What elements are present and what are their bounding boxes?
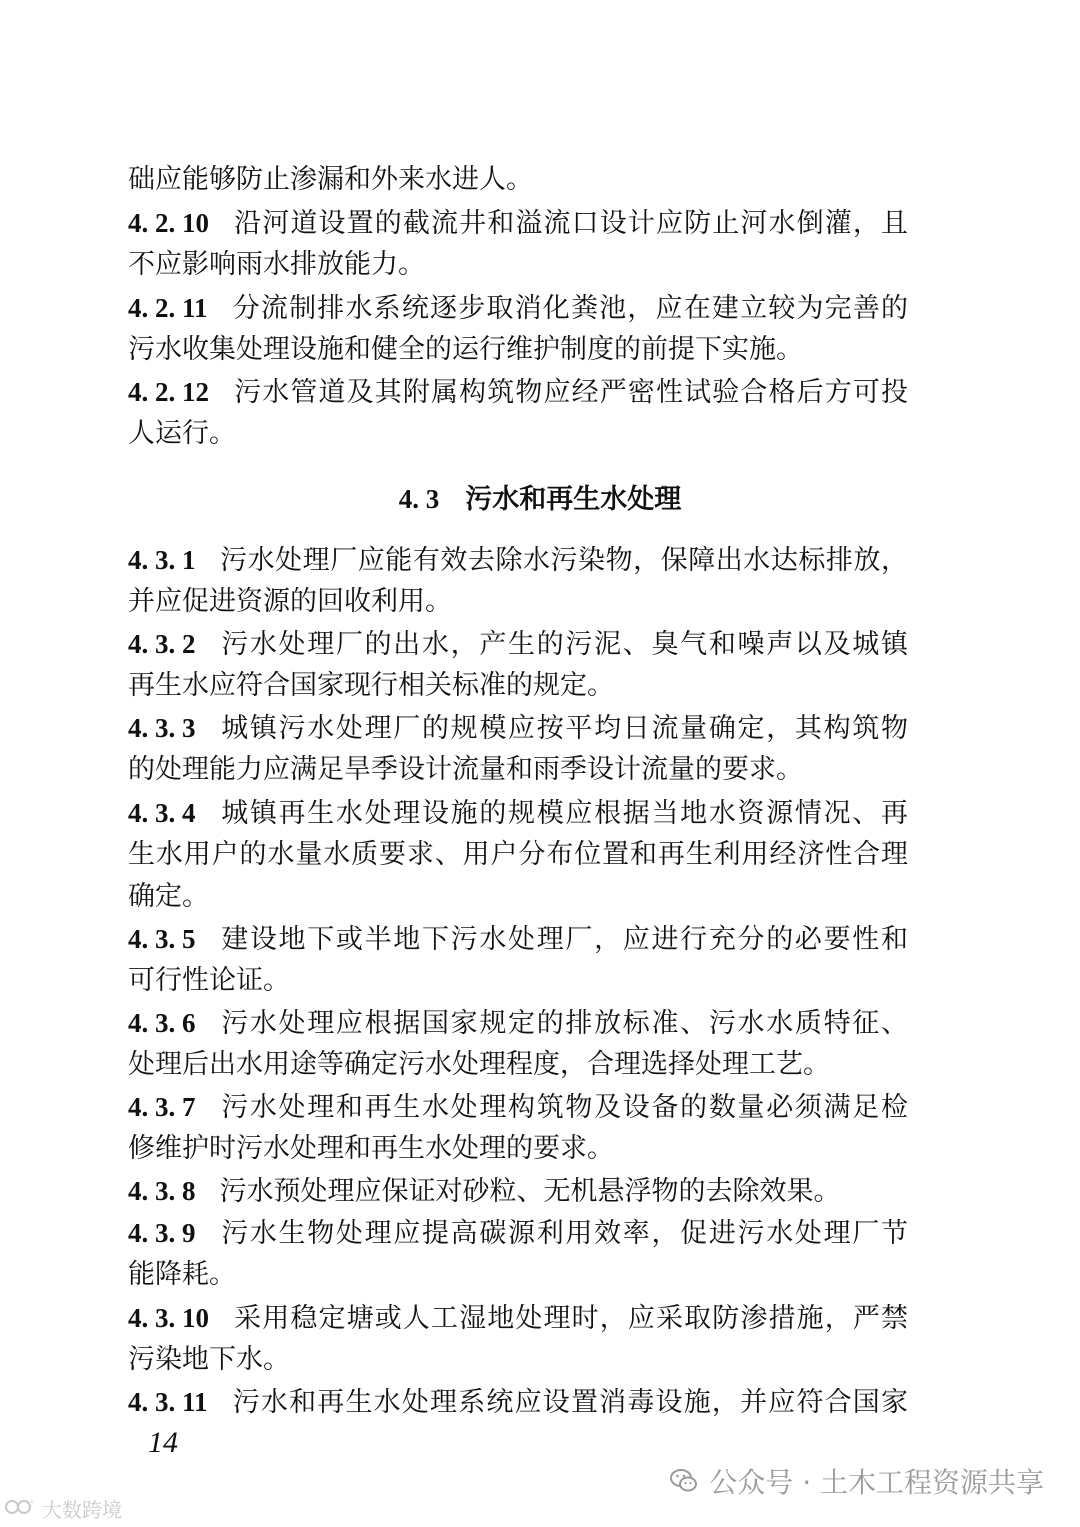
clause-4-3-6: 4. 3. 6 污水处理应根据国家规定的排放标准、污水水质特征、: [128, 1002, 908, 1045]
clause-4-2-12: 4. 2. 12 污水管道及其附属构筑物应经严密性试验合格后方可投: [128, 371, 908, 414]
clause-4-2-10: 4. 2. 10 沿河道设置的截流井和溢流口设计应防止河水倒灌，且: [128, 202, 908, 245]
text-line: 能降耗。: [128, 1259, 236, 1290]
clause-4-3-11: 4. 3. 11 污水和再生水处理系统应设置消毒设施，并应符合国家: [128, 1381, 908, 1424]
text-line: 并应促进资源的回收利用。: [128, 586, 452, 617]
clause-number: 4. 3. 10: [128, 1303, 209, 1333]
clause-number: 4. 3. 9: [128, 1218, 196, 1248]
clause-number: 4. 3. 7: [128, 1092, 196, 1122]
clause-4-3-7: 4. 3. 7 污水处理和再生水处理构筑物及设备的数量必须满足检: [128, 1086, 908, 1129]
text-line: 处理后出水用途等确定污水处理程度，合理选择处理工艺。: [128, 1049, 830, 1080]
svg-text:°: °: [30, 1499, 34, 1508]
watermark-logo-icon: [4, 1497, 38, 1521]
watermark-right: [669, 1461, 1044, 1501]
clause-number: 4. 3. 4: [128, 798, 196, 828]
watermark-left: [4, 1494, 122, 1523]
text-line: 可行性论证。: [128, 965, 290, 996]
clause-number: 4. 3. 11: [128, 1387, 208, 1417]
wechat-icon: [669, 1466, 699, 1496]
text-line: 础应能够防止渗漏和外来水进人。: [128, 164, 533, 195]
clause-4-3-5: 4. 3. 5 建设地下或半地下污水处理厂，应进行充分的必要性和: [128, 918, 908, 961]
text-line: 确定。: [128, 881, 209, 912]
clause-number: 4. 3. 1: [128, 545, 196, 575]
clause-4-2-11: 4. 2. 11 分流制排水系统逐步取消化粪池，应在建立较为完善的: [128, 287, 908, 330]
text-line: 的处理能力应满足旱季设计流量和雨季设计流量的要求。: [128, 754, 803, 785]
clause-number: 4. 3. 8: [128, 1176, 196, 1206]
text-line: 生水用户的水量水质要求、用户分布位置和再生利用经济性合理: [128, 839, 908, 870]
watermark-left-text: 大数跨境: [42, 1498, 122, 1522]
clause-4-3-4: 4. 3. 4 城镇再生水处理设施的规模应根据当地水资源情况、再: [128, 792, 908, 835]
clause-4-3-1: 4. 3. 1 污水处理厂应能有效去除水污染物，保障出水达标排放，: [128, 539, 908, 582]
section-title: 污水和再生水处理: [465, 484, 682, 515]
clause-number: 4. 3. 6: [128, 1008, 196, 1038]
clause-4-3-8: 4. 3. 8 污水预处理应保证对砂粒、无机悬浮物的去除效果。: [128, 1170, 908, 1213]
clause-number: 4. 2. 11: [128, 293, 208, 323]
text-line: 再生水应符合国家现行相关标准的规定。: [128, 670, 614, 701]
section-heading: [0, 478, 1080, 521]
section-number: 4. 3: [398, 484, 440, 514]
clause-number: 4. 2. 10: [128, 208, 209, 238]
text-line: 人运行。: [128, 418, 236, 449]
clause-4-3-9: 4. 3. 9 污水生物处理应提高碳源利用效率，促进污水处理厂节: [128, 1212, 908, 1255]
clause-number: 4. 3. 3: [128, 713, 196, 743]
text-line: 不应影响雨水排放能力。: [128, 249, 425, 280]
clause-4-3-3: 4. 3. 3 城镇污水处理厂的规模应按平均日流量确定，其构筑物: [128, 707, 908, 750]
page-number: 14: [148, 1426, 178, 1459]
text-line: 修维护时污水处理和再生水处理的要求。: [128, 1133, 614, 1164]
text-line: 污水收集处理设施和健全的运行维护制度的前提下实施。: [128, 334, 803, 365]
text-line: 污染地下水。: [128, 1344, 290, 1375]
clause-number: 4. 3. 5: [128, 924, 196, 954]
watermark-right-text: 公众号 · 土木工程资源共享: [709, 1466, 1044, 1499]
clause-4-3-10: 4. 3. 10 采用稳定塘或人工湿地处理时，应采取防渗措施，严禁: [128, 1297, 908, 1340]
clause-number: 4. 3. 2: [128, 629, 196, 659]
clause-number: 4. 2. 12: [128, 377, 209, 407]
clause-4-3-2: 4. 3. 2 污水处理厂的出水，产生的污泥、臭气和噪声以及城镇: [128, 623, 908, 666]
